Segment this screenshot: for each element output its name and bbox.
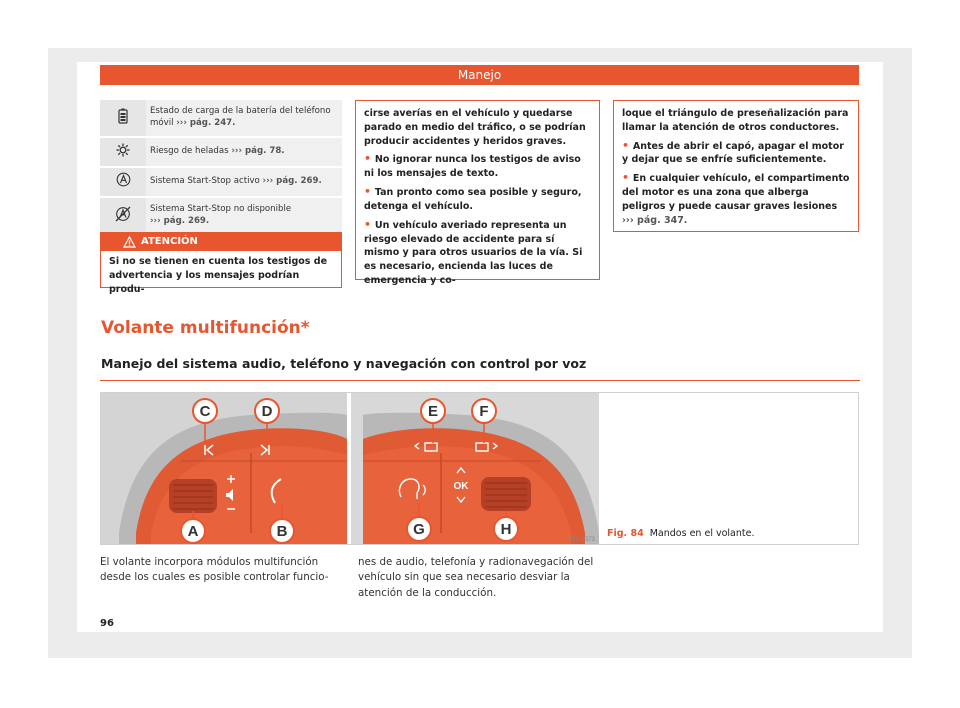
- warning-text: loque el triángulo de preseñalización para llamar la atención de otros conductores.: [622, 108, 849, 133]
- warning-triangle-icon: [123, 236, 136, 248]
- page-reference[interactable]: ››› pág. 269.: [262, 176, 322, 187]
- callout-label-c: C: [199, 403, 211, 420]
- indicator-text: Estado de carga de la batería del teléfono móvil: [150, 106, 331, 128]
- list-item: • Antes de abrir el capó, apagar el motor y dejar que se enfríe suficientemente.: [622, 138, 844, 166]
- steering-controls-left-image: [101, 393, 347, 544]
- callout-label-d: D: [261, 403, 273, 420]
- callout-label-a: A: [187, 523, 199, 540]
- warning-text: cirse averías en el vehículo y quedarse parado en medio del tráfico, o se podrían producir accidentes y heridos graves.: [364, 108, 586, 147]
- subsection-title: Manejo del sistema audio, teléfono y navegación con control por voz: [101, 356, 587, 371]
- body-paragraph: nes de audio, telefonía y radionavegación del vehículo sin que sea necesario desviar la atención de la conducción.: [358, 556, 594, 599]
- table-row: [100, 197, 342, 235]
- start-stop-icon: [116, 172, 131, 187]
- phone-battery-icon: [118, 108, 128, 124]
- page-reference[interactable]: ››› pág. 247.: [176, 118, 236, 128]
- figure-84: [100, 392, 859, 545]
- body-paragraph: El volante incorpora módulos multifunción desde los cuales es posible controlar funcio-: [100, 556, 329, 584]
- indicator-text: Riesgo de heladas: [150, 146, 229, 157]
- start-stop-unavailable-icon: [115, 206, 131, 222]
- figure-code: 6JA-0373: [569, 537, 595, 543]
- list-item: • Tan pronto como sea posible y seguro, detenga el vehículo.: [364, 185, 582, 212]
- table-row: [100, 100, 342, 137]
- list-item: • Un vehículo averiado representa un riesgo elevado de accidente para sí mismo y para otros usuarios de la vía. Si es necesario, encienda las luces de emergencia y co-: [364, 217, 583, 286]
- indicator-table: [100, 100, 342, 236]
- indicator-text: Sistema Start-Stop activo: [150, 176, 260, 187]
- section-title: Volante multifunción*: [101, 318, 310, 338]
- warning-box: [100, 232, 342, 295]
- warning-box-continued: [355, 100, 600, 286]
- warning-text: Si no se tienen en cuenta los testigos de advertencia y los mensajes podrían produ-: [109, 256, 328, 295]
- ok-button-label: OK: [453, 481, 469, 492]
- warning-box-continued: [613, 100, 859, 232]
- chapter-header: Manejo: [100, 65, 859, 85]
- callout-label-h: H: [500, 521, 512, 538]
- callout-label-e: E: [427, 403, 439, 420]
- indicator-text: Sistema Start-Stop no disponible: [150, 204, 292, 215]
- divider: [100, 380, 860, 381]
- list-item: • No ignorar nunca los testigos de aviso ni los mensajes de texto.: [364, 152, 581, 180]
- page-reference[interactable]: ››› pág. 347.: [622, 214, 688, 226]
- figure-caption: Fig. 84 Mandos en el volante.: [607, 528, 755, 539]
- list-item: • En cualquier vehículo, el compartimento del motor es una zona que alberga peligros y puede causar graves lesiones ››› pág. 347.: [622, 171, 850, 226]
- table-row: [100, 167, 342, 197]
- page-reference[interactable]: ››› pág. 269.: [150, 216, 210, 226]
- table-row: [100, 137, 342, 167]
- frost-icon: [116, 143, 130, 157]
- warning-title: ATENCIÓN: [141, 236, 198, 247]
- callout-label-f: F: [479, 403, 489, 420]
- page-number: 96: [100, 618, 114, 629]
- callout-label-g: G: [413, 521, 425, 538]
- page-reference[interactable]: ››› pág. 78.: [231, 146, 285, 157]
- callout-label-b: B: [276, 523, 288, 540]
